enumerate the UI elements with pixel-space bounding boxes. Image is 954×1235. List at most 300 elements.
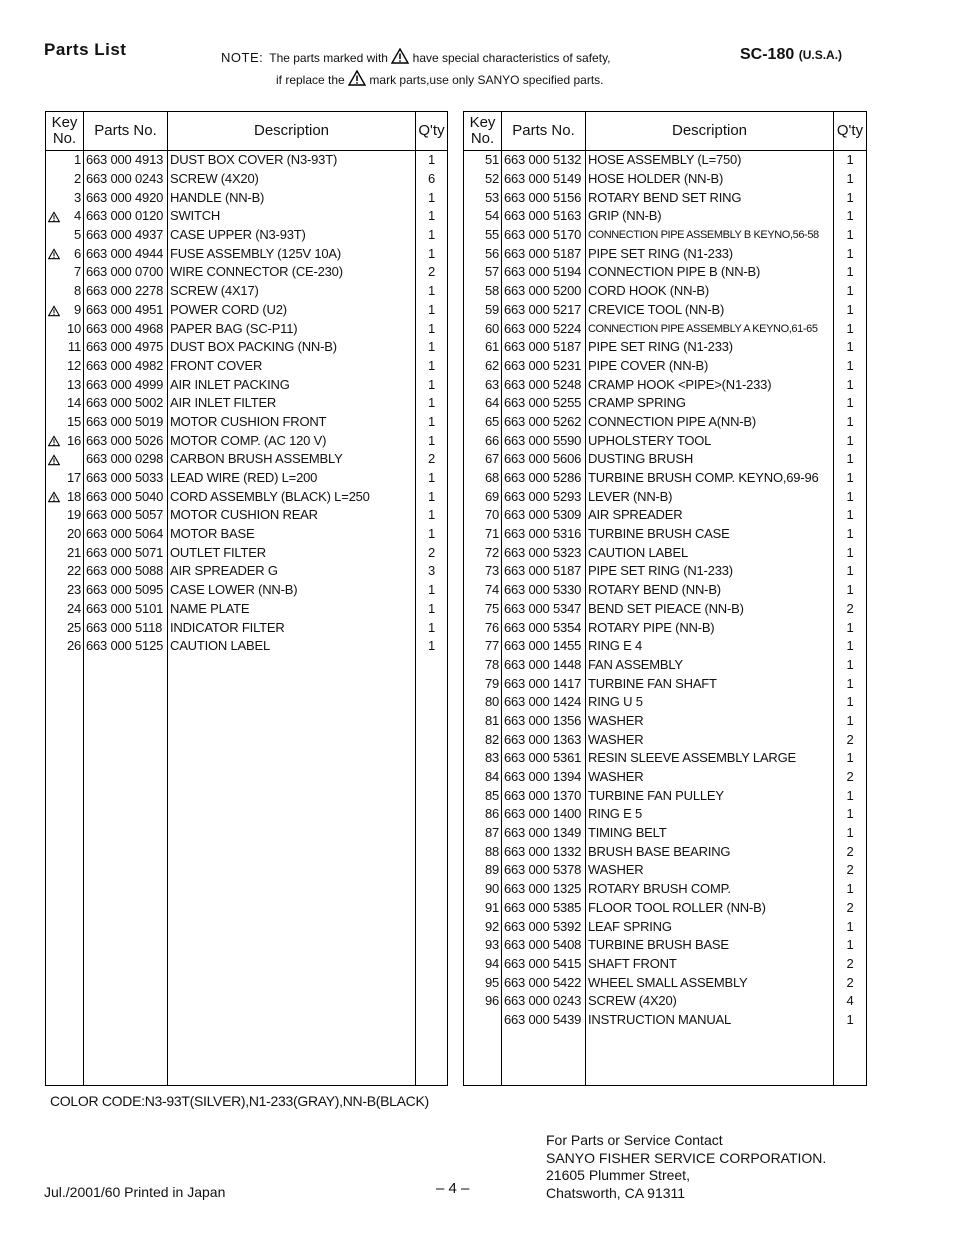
part-number-cell-text: 663 000 5118 xyxy=(86,619,163,635)
contact-line: SANYO FISHER SERVICE CORPORATION. xyxy=(546,1149,827,1166)
qty-cell-text: 1 xyxy=(427,339,436,355)
qty-cell-text: 1 xyxy=(846,395,854,411)
qty-cell xyxy=(416,338,448,357)
description-cell-text: FAN ASSEMBLY xyxy=(588,656,683,672)
qty-cell xyxy=(834,319,867,338)
column-header-key: Key No. xyxy=(464,112,502,151)
key-cell-text: 90 xyxy=(484,881,499,897)
description-cell-text: TURBINE FAN PULLEY xyxy=(588,787,724,803)
part-number-cell-text: 663 000 1424 xyxy=(504,694,582,710)
part-number-cell-text: 663 000 5071 xyxy=(86,544,164,560)
key-cell-text: 79 xyxy=(484,675,499,691)
qty-cell xyxy=(834,693,867,712)
qty-cell-text: 1 xyxy=(427,376,436,392)
description-cell-text: CORD HOOK (NN-B) xyxy=(588,283,710,299)
qty-cell xyxy=(416,226,448,245)
part-number-cell xyxy=(502,450,586,469)
description-cell-text: MOTOR BASE xyxy=(170,526,255,542)
qty-cell xyxy=(416,170,448,189)
part-number-cell xyxy=(502,226,586,245)
qty-cell-text: 1 xyxy=(427,470,436,486)
part-number-cell xyxy=(84,226,168,245)
table-row xyxy=(464,543,867,562)
description-cell-text: TURBINE BRUSH CASE xyxy=(588,526,730,542)
key-cell-text: 58 xyxy=(484,283,499,299)
key-cell xyxy=(464,637,502,656)
table-header-row xyxy=(46,112,448,151)
key-cell xyxy=(464,413,502,432)
key-cell-text: 22 xyxy=(66,563,81,579)
qty-cell-text: 1 xyxy=(427,507,436,523)
table-row xyxy=(46,413,448,432)
empty-cell xyxy=(502,1029,586,1085)
description-cell-text: SCREW (4X20) xyxy=(170,171,259,187)
key-cell-text: 60 xyxy=(484,320,499,336)
description-cell-text: HANDLE (NN-B) xyxy=(170,189,265,205)
key-cell-text: 84 xyxy=(484,769,499,785)
key-cell-text: 51 xyxy=(484,152,499,168)
key-cell xyxy=(46,170,84,189)
description-cell xyxy=(168,394,416,413)
table-row xyxy=(46,487,448,506)
qty-cell-text: 1 xyxy=(846,787,854,803)
qty-cell-text: 1 xyxy=(427,208,436,224)
part-number-cell-text: 663 000 5200 xyxy=(504,283,582,299)
description-cell xyxy=(168,581,416,600)
description-cell-text: ROTARY PIPE (NN-B) xyxy=(588,619,715,635)
description-cell-text: CRAMP HOOK <PIPE>(N1-233) xyxy=(588,376,772,392)
key-cell-text: 70 xyxy=(484,507,499,523)
part-number-cell-text: 663 000 5125 xyxy=(86,638,164,654)
qty-cell-text: 1 xyxy=(427,488,436,504)
note-label: NOTE: xyxy=(221,50,264,65)
part-number-cell xyxy=(502,543,586,562)
key-cell-text: 2 xyxy=(73,171,81,187)
key-cell-text: 80 xyxy=(484,694,499,710)
description-cell-text: DUST BOX PACKING (NN-B) xyxy=(170,339,337,355)
description-cell xyxy=(168,525,416,544)
qty-cell xyxy=(834,413,867,432)
description-cell xyxy=(586,992,834,1011)
part-number-cell xyxy=(502,487,586,506)
table-filler-row xyxy=(464,1029,867,1085)
part-number-cell-text: 663 000 5347 xyxy=(504,600,582,616)
qty-cell xyxy=(834,656,867,675)
key-cell xyxy=(464,338,502,357)
part-number-cell-text: 663 000 1417 xyxy=(504,675,582,691)
description-cell xyxy=(586,730,834,749)
part-number-cell xyxy=(84,450,168,469)
description-cell-text: AIR SPREADER G xyxy=(170,563,278,579)
part-number-cell-text: 663 000 5354 xyxy=(504,619,582,635)
part-number-cell xyxy=(502,637,586,656)
key-cell xyxy=(464,786,502,805)
key-cell xyxy=(464,188,502,207)
description-cell-text: PAPER BAG (SC-P11) xyxy=(170,320,298,336)
description-cell-text: RING E 5 xyxy=(588,806,643,822)
contact-line: 21605 Plummer Street, xyxy=(546,1167,690,1183)
table-row xyxy=(464,786,867,805)
contact-line: Chatsworth, CA 91311 xyxy=(546,1184,686,1201)
description-cell xyxy=(586,581,834,600)
description-cell-text: CASE LOWER (NN-B) xyxy=(170,582,298,598)
part-number-cell-text: 663 000 4999 xyxy=(86,376,164,392)
key-cell-text: 54 xyxy=(484,208,499,224)
part-number-cell xyxy=(502,674,586,693)
description-cell-text: PIPE SET RING (N1-233) xyxy=(588,245,733,261)
key-cell xyxy=(464,917,502,936)
part-number-cell xyxy=(502,207,586,226)
key-cell xyxy=(46,244,84,263)
qty-cell-text: 1 xyxy=(427,152,436,168)
qty-cell xyxy=(416,357,448,376)
key-cell-text: 75 xyxy=(484,600,499,616)
qty-cell xyxy=(834,207,867,226)
part-number-cell xyxy=(84,525,168,544)
qty-cell xyxy=(416,543,448,562)
part-number-cell xyxy=(84,244,168,263)
part-number-cell xyxy=(502,525,586,544)
description-cell-text: MOTOR CUSHION REAR xyxy=(170,507,318,523)
table-row xyxy=(464,357,867,376)
qty-cell-text: 1 xyxy=(846,245,854,261)
description-cell-text: CARBON BRUSH ASSEMBLY xyxy=(170,451,343,467)
description-cell-text: RESIN SLEEVE ASSEMBLY LARGE xyxy=(588,750,796,766)
table-row xyxy=(46,357,448,376)
table-row xyxy=(464,992,867,1011)
part-number-cell-text: 663 000 5026 xyxy=(86,432,164,448)
qty-cell-text: 1 xyxy=(846,264,854,280)
qty-cell xyxy=(834,768,867,787)
description-cell-text: CONNECTION PIPE B (NN-B) xyxy=(588,264,761,280)
part-number-cell-text: 663 000 0298 xyxy=(86,451,164,467)
part-number-cell xyxy=(502,581,586,600)
table-row xyxy=(464,188,867,207)
qty-cell xyxy=(416,301,448,320)
page-number: – 4 – xyxy=(436,1180,470,1197)
description-cell-text: LEAF SPRING xyxy=(588,918,672,934)
description-cell xyxy=(168,226,416,245)
description-cell-text: SCREW (4X17) xyxy=(170,283,259,299)
table-row xyxy=(464,562,867,581)
key-cell-text: 4 xyxy=(73,208,81,224)
part-number-cell-text: 663 000 5156 xyxy=(504,189,582,205)
description-cell xyxy=(168,244,416,263)
qty-cell-text: 2 xyxy=(846,731,854,747)
part-number-cell-text: 663 000 5422 xyxy=(504,974,582,990)
key-cell xyxy=(464,226,502,245)
part-number-cell xyxy=(502,992,586,1011)
qty-cell-text: 2 xyxy=(846,843,854,859)
qty-cell-text: 1 xyxy=(846,507,854,523)
qty-cell xyxy=(416,506,448,525)
description-cell-text: FLOOR TOOL ROLLER (NN-B) xyxy=(588,899,766,915)
description-cell xyxy=(586,543,834,562)
table-row xyxy=(464,749,867,768)
part-number-cell xyxy=(502,861,586,880)
key-cell-text: 74 xyxy=(484,582,499,598)
description-cell xyxy=(586,188,834,207)
key-cell-text: 18 xyxy=(66,488,81,504)
description-cell xyxy=(168,319,416,338)
table-row xyxy=(46,543,448,562)
part-number-cell xyxy=(84,600,168,619)
description-cell-text: PIPE COVER (NN-B) xyxy=(588,357,709,373)
table-row xyxy=(46,600,448,619)
part-number-cell-text: 663 000 5019 xyxy=(86,413,164,429)
key-cell-text: 7 xyxy=(73,264,81,280)
description-cell-text: CONNECTION PIPE ASSEMBLY A KEYNO,61-65 xyxy=(588,322,818,335)
part-number-cell xyxy=(502,413,586,432)
part-number-cell-text: 663 000 0120 xyxy=(86,208,164,224)
part-number-cell xyxy=(84,581,168,600)
qty-cell-text: 1 xyxy=(846,656,854,672)
table-row xyxy=(464,525,867,544)
description-cell-text: HOSE ASSEMBLY (L=750) xyxy=(588,152,742,168)
qty-cell-text: 1 xyxy=(846,488,854,504)
key-cell xyxy=(46,338,84,357)
description-cell-text: CAUTION LABEL xyxy=(588,544,688,560)
description-cell-text: WASHER xyxy=(588,769,644,785)
qty-cell-text: 1 xyxy=(427,357,436,373)
table-row xyxy=(464,450,867,469)
qty-cell xyxy=(834,955,867,974)
part-number-cell xyxy=(502,936,586,955)
description-cell-text: ROTARY BRUSH COMP. xyxy=(588,881,731,897)
part-number-cell xyxy=(502,282,586,301)
key-cell-text: 68 xyxy=(484,470,499,486)
qty-cell xyxy=(834,450,867,469)
table-row xyxy=(46,301,448,320)
key-cell-text: 78 xyxy=(484,656,499,672)
qty-cell-text: 2 xyxy=(427,544,436,560)
key-cell xyxy=(464,263,502,282)
key-cell-text: 24 xyxy=(66,600,81,616)
description-cell xyxy=(586,917,834,936)
empty-cell xyxy=(168,656,416,1086)
qty-cell xyxy=(834,562,867,581)
part-number-cell xyxy=(502,730,586,749)
key-cell xyxy=(46,469,84,488)
description-cell-text: CASE UPPER (N3-93T) xyxy=(170,227,306,243)
table-row xyxy=(464,319,867,338)
qty-cell xyxy=(834,469,867,488)
key-cell xyxy=(464,207,502,226)
qty-cell xyxy=(834,917,867,936)
key-cell xyxy=(46,618,84,637)
qty-cell-text: 2 xyxy=(846,955,854,971)
description-cell xyxy=(586,319,834,338)
qty-cell-text: 2 xyxy=(846,899,854,915)
table-row xyxy=(46,618,448,637)
print-info: Jul./2001/60 Printed in Japan xyxy=(44,1184,226,1200)
part-number-cell-text: 663 000 5293 xyxy=(504,488,582,504)
part-number-cell-text: 663 000 0243 xyxy=(86,171,164,187)
description-cell xyxy=(168,207,416,226)
qty-cell xyxy=(834,282,867,301)
empty-cell xyxy=(416,656,448,1086)
key-cell xyxy=(46,188,84,207)
description-cell xyxy=(586,899,834,918)
qty-cell xyxy=(834,899,867,918)
qty-cell-text: 1 xyxy=(427,526,436,542)
part-number-cell-text: 663 000 5187 xyxy=(504,245,582,261)
qty-cell-text: 1 xyxy=(846,918,854,934)
qty-cell-text: 1 xyxy=(846,189,854,205)
part-number-cell xyxy=(502,768,586,787)
table-row xyxy=(464,506,867,525)
empty-cell xyxy=(464,1029,502,1085)
part-number-cell-text: 663 000 0700 xyxy=(86,264,164,280)
key-cell-text: 11 xyxy=(67,339,81,355)
table-row xyxy=(464,730,867,749)
qty-cell xyxy=(834,992,867,1011)
qty-cell xyxy=(834,506,867,525)
qty-cell xyxy=(834,170,867,189)
part-number-cell xyxy=(502,618,586,637)
description-cell-text: AIR SPREADER xyxy=(588,507,683,523)
table-row xyxy=(464,375,867,394)
qty-cell-text: 1 xyxy=(427,638,436,654)
key-cell xyxy=(464,618,502,637)
qty-cell-text: 1 xyxy=(427,600,436,616)
part-number-cell-text: 663 000 5323 xyxy=(504,544,582,560)
description-cell-text: WIRE CONNECTOR (CE-230) xyxy=(170,264,343,280)
part-number-cell xyxy=(84,301,168,320)
key-cell xyxy=(46,600,84,619)
qty-cell-text: 1 xyxy=(846,825,854,841)
table-row xyxy=(464,712,867,731)
part-number-cell-text: 663 000 5231 xyxy=(504,357,582,373)
qty-cell xyxy=(834,600,867,619)
table-row xyxy=(46,375,448,394)
part-number-cell-text: 663 000 1356 xyxy=(504,712,582,728)
part-number-cell xyxy=(502,319,586,338)
qty-cell xyxy=(416,413,448,432)
table-row xyxy=(46,170,448,189)
model-name: SC-180 xyxy=(740,46,795,63)
safety-warning-icon xyxy=(391,48,409,64)
part-number-cell-text: 663 000 5101 xyxy=(86,600,164,616)
qty-cell xyxy=(834,357,867,376)
part-number-cell xyxy=(502,338,586,357)
description-cell-text: WASHER xyxy=(588,712,644,728)
part-number-cell xyxy=(84,151,168,170)
key-cell-text: 12 xyxy=(66,357,81,373)
qty-cell-text: 1 xyxy=(427,582,436,598)
key-cell xyxy=(464,936,502,955)
part-number-cell xyxy=(84,506,168,525)
part-number-cell-text: 663 000 1363 xyxy=(504,731,582,747)
qty-cell xyxy=(416,618,448,637)
part-number-cell-text: 663 000 5286 xyxy=(504,470,582,486)
part-number-cell-text: 663 000 2278 xyxy=(86,283,164,299)
qty-cell-text: 1 xyxy=(846,152,854,168)
qty-cell-text: 2 xyxy=(427,264,436,280)
table-row xyxy=(464,207,867,226)
qty-cell-text: 1 xyxy=(846,171,854,187)
table-row xyxy=(464,431,867,450)
table-row xyxy=(46,188,448,207)
key-cell xyxy=(464,693,502,712)
part-number-cell-text: 663 000 5392 xyxy=(504,918,582,934)
key-cell-text: 64 xyxy=(484,395,499,411)
key-cell-text: 93 xyxy=(484,937,499,953)
table-row xyxy=(464,301,867,320)
description-cell xyxy=(586,301,834,320)
part-number-cell-text: 663 000 5163 xyxy=(504,208,582,224)
description-cell xyxy=(586,973,834,992)
description-cell xyxy=(586,842,834,861)
description-cell-text: RING E 4 xyxy=(588,638,643,654)
description-cell-text: BRUSH BASE BEARING xyxy=(588,843,731,859)
table-row xyxy=(46,263,448,282)
qty-cell xyxy=(834,824,867,843)
table-row xyxy=(464,282,867,301)
description-cell xyxy=(168,375,416,394)
part-number-cell-text: 663 000 1325 xyxy=(504,881,582,897)
table-row xyxy=(464,880,867,899)
description-cell-text: WHEEL SMALL ASSEMBLY xyxy=(588,974,748,990)
description-cell xyxy=(586,562,834,581)
part-number-cell-text: 663 000 1400 xyxy=(504,806,582,822)
qty-cell xyxy=(834,263,867,282)
key-cell-text: 26 xyxy=(66,638,81,654)
key-cell-text: 66 xyxy=(484,432,499,448)
part-number-cell-text: 663 000 5132 xyxy=(504,152,582,168)
key-cell xyxy=(464,899,502,918)
description-cell xyxy=(168,543,416,562)
qty-cell-text: 6 xyxy=(427,171,436,187)
key-cell xyxy=(46,543,84,562)
qty-cell-text: 1 xyxy=(846,470,854,486)
key-cell-text: 83 xyxy=(484,750,499,766)
part-number-cell-text: 663 000 4913 xyxy=(86,152,164,168)
table-row xyxy=(464,693,867,712)
key-cell-text: 9 xyxy=(73,301,81,317)
table-row xyxy=(464,394,867,413)
safety-warning-icon xyxy=(48,434,60,450)
description-cell-text: INDICATOR FILTER xyxy=(170,619,285,635)
part-number-cell xyxy=(502,188,586,207)
part-number-cell xyxy=(84,618,168,637)
part-number-cell-text: 663 000 0243 xyxy=(504,993,582,1009)
qty-cell-text: 1 xyxy=(427,432,436,448)
column-header-parts-no: Parts No. xyxy=(84,112,168,151)
description-cell xyxy=(586,674,834,693)
description-cell xyxy=(586,394,834,413)
part-number-cell xyxy=(502,301,586,320)
part-number-cell-text: 663 000 4920 xyxy=(86,189,164,205)
table-row xyxy=(46,207,448,226)
part-number-cell xyxy=(502,506,586,525)
part-number-cell-text: 663 000 4951 xyxy=(86,301,164,317)
qty-cell-text: 1 xyxy=(427,227,436,243)
part-number-cell xyxy=(502,824,586,843)
description-cell-text: OUTLET FILTER xyxy=(170,544,266,560)
key-cell-text: 76 xyxy=(484,619,499,635)
qty-cell xyxy=(416,263,448,282)
column-header-description: Description xyxy=(586,112,834,151)
qty-cell-text: 1 xyxy=(846,320,854,336)
description-cell xyxy=(586,375,834,394)
part-number-cell xyxy=(502,973,586,992)
description-cell xyxy=(586,244,834,263)
key-cell xyxy=(464,469,502,488)
qty-cell xyxy=(834,525,867,544)
qty-cell-text: 1 xyxy=(846,563,854,579)
description-cell-text: NAME PLATE xyxy=(170,600,250,616)
